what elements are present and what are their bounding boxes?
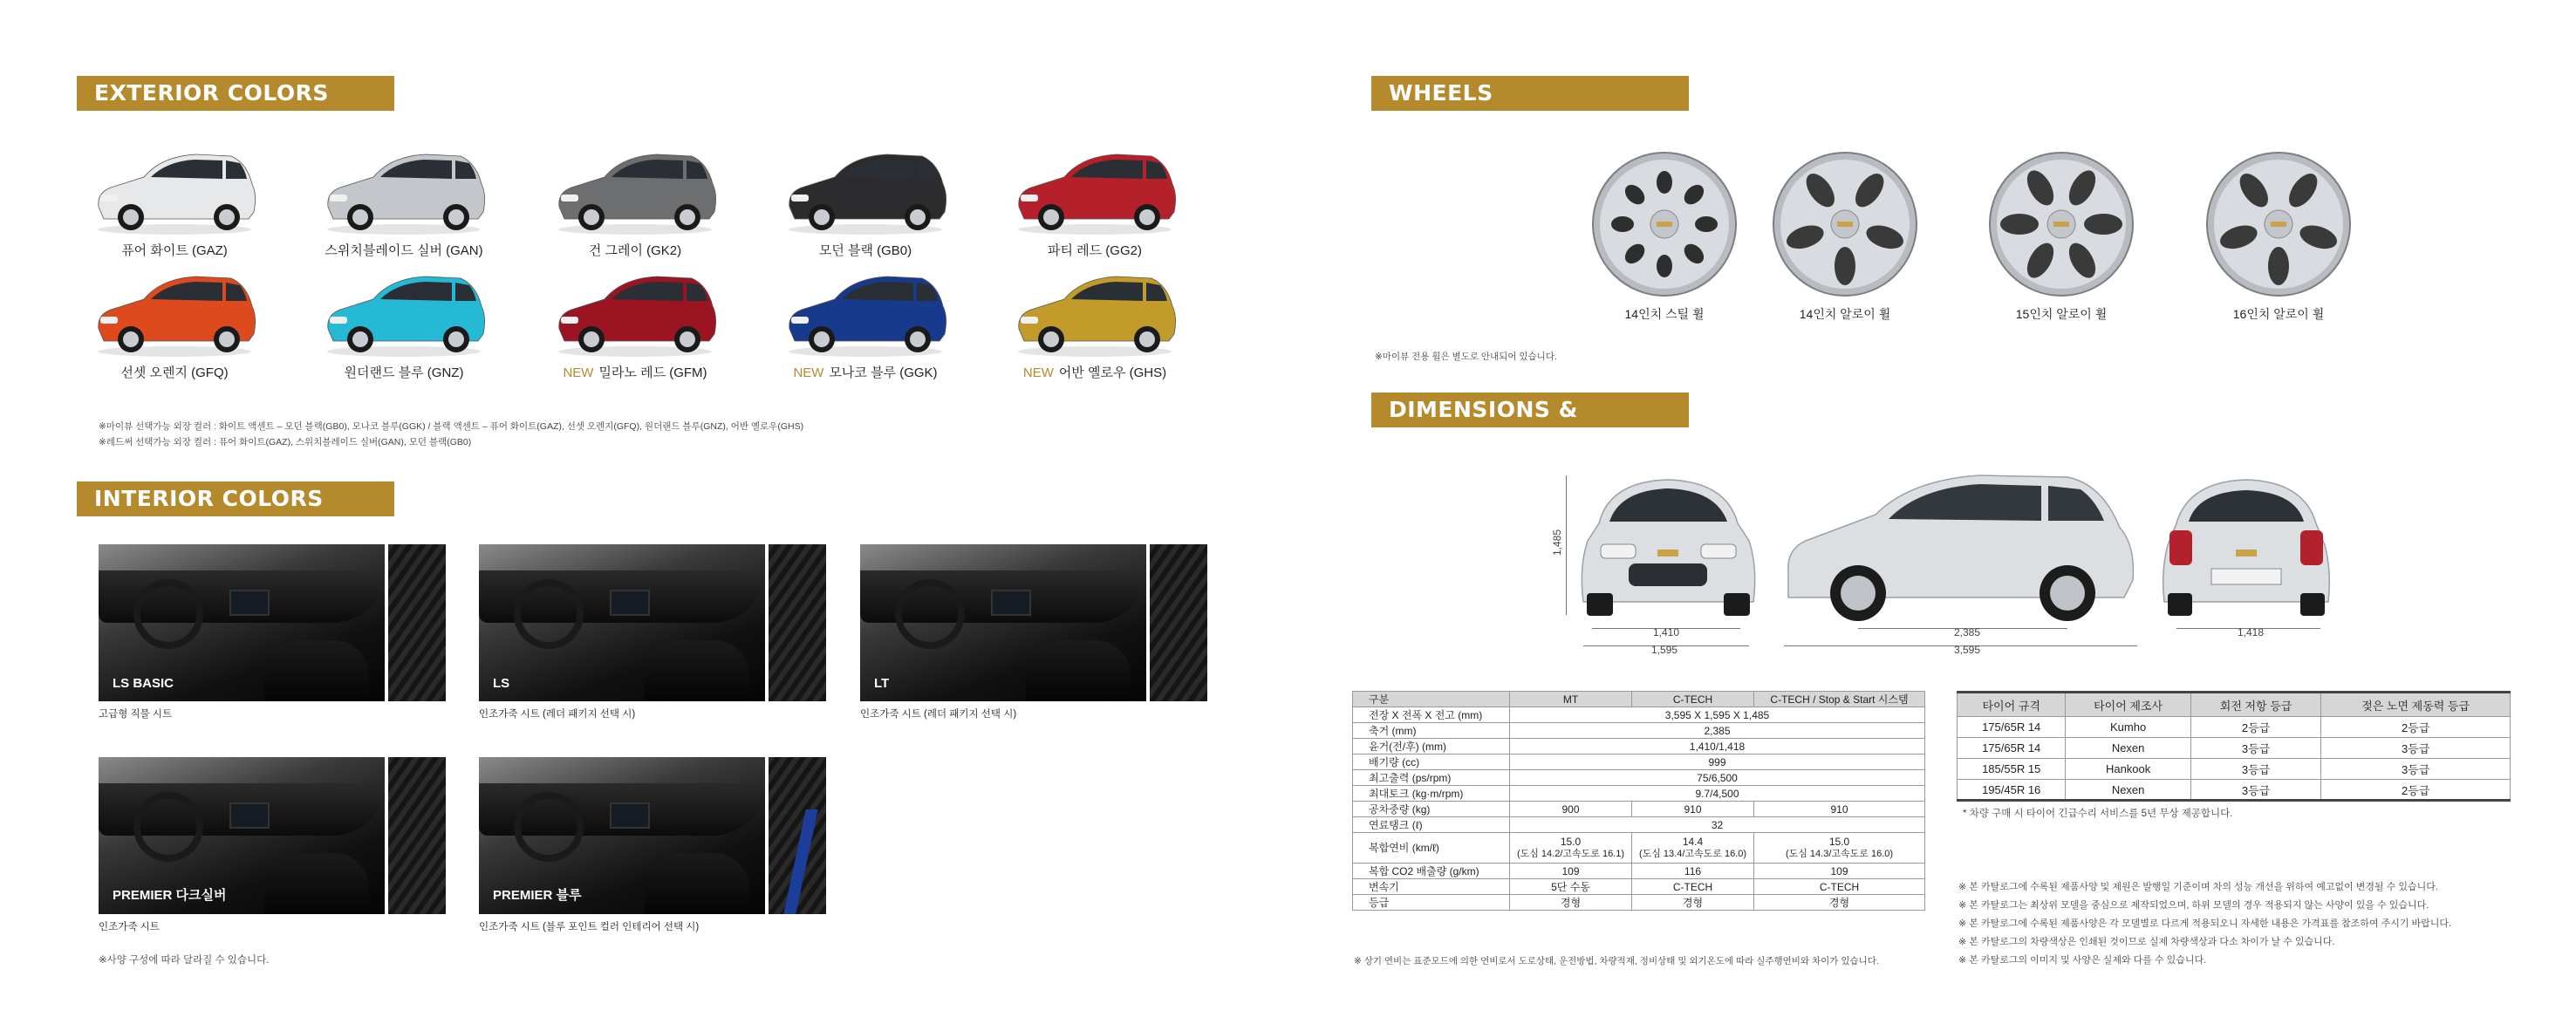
interior-note: ※사양 구성에 따라 달라질 수 있습니다. — [99, 955, 270, 966]
exterior-color-item — [769, 266, 961, 381]
spec-value: 75/6,500 — [1510, 770, 1925, 786]
car-image — [552, 144, 718, 236]
seat-fabric-swatch — [388, 757, 446, 914]
car-color-label — [308, 241, 500, 259]
spec-row-label: 연료탱크 (ℓ) — [1353, 817, 1510, 833]
tire-cell: 175/65R 14 — [1958, 738, 2066, 759]
car-image — [782, 266, 948, 358]
spec-value — [1632, 802, 1754, 817]
interior-photo — [99, 757, 385, 914]
spec-value-main: 910 — [1684, 802, 1702, 816]
spec-value-main: 경형 — [1682, 897, 1704, 909]
spec-row-label: 변속기 — [1353, 879, 1510, 895]
wheel-item — [2191, 150, 2366, 323]
wheel-label: 16인치 알로이 휠 — [2232, 307, 2325, 321]
wheel-image — [2204, 150, 2353, 298]
interior-caption: 인조가죽 시트 (블루 포인트 컬러 인테리어 선택 시) — [479, 922, 700, 932]
spec-value: 1,410/1,418 — [1510, 739, 1925, 754]
spec-value — [1754, 833, 1925, 864]
spec-value — [1754, 864, 1925, 879]
spec-value: 999 — [1510, 754, 1925, 770]
car-color-label — [539, 241, 731, 259]
spec-value-sub: (도심 14.3/고속도로 16.0) — [1785, 849, 1894, 859]
spec-value-main: C-TECH — [1819, 880, 1860, 893]
disclaimer-item: ※ 본 카탈로그의 이미지 및 사양은 실제와 다를 수 있습니다. — [1958, 955, 2207, 966]
car-color-label — [999, 363, 1191, 381]
spec-value-main: 910 — [1830, 802, 1848, 816]
exterior-colors-header: EXTERIOR COLORS — [77, 76, 394, 111]
tire-cell: 2등급 — [2190, 717, 2320, 738]
spec-value-main: 116 — [1684, 864, 1702, 877]
rear-track-dimension: 1,418 — [2238, 626, 2265, 638]
wheelbase-dimension: 2,385 — [1954, 626, 1981, 638]
wheel-image — [1771, 150, 1919, 298]
trim-label: PREMIER 블루 — [493, 888, 582, 903]
tire-cell: 175/65R 14 — [1958, 717, 2066, 738]
wheels-note: ※마이뷰 전용 휠은 별도로 안내되어 있습니다. — [1375, 352, 1557, 362]
exterior-color-item — [999, 266, 1191, 381]
exterior-color-item — [539, 144, 731, 259]
interior-caption: 인조가죽 시트 (레더 패키지 선택 시) — [860, 709, 1017, 720]
spec-value-main: 15.0 — [1560, 836, 1582, 848]
spec-value — [1510, 833, 1632, 864]
tire-cell: Kumho — [2066, 717, 2191, 738]
car-image — [321, 266, 487, 358]
car-color-label — [769, 241, 961, 259]
interior-caption: 인조가죽 시트 (레더 패키지 선택 시) — [479, 709, 636, 720]
spec-value: 32 — [1510, 817, 1925, 833]
tire-table-row — [1958, 738, 2511, 759]
spec-value — [1632, 895, 1754, 911]
tire-cell: 2등급 — [2321, 717, 2511, 738]
exterior-color-item — [769, 144, 961, 259]
rear-view-car — [2159, 471, 2333, 624]
tire-table — [1957, 691, 2511, 802]
spec-value — [1510, 864, 1632, 879]
wheel-item — [1758, 150, 1932, 323]
car-image — [552, 266, 718, 358]
spec-table-row — [1353, 754, 1925, 770]
spec-value — [1754, 879, 1925, 895]
spec-value-main: 109 — [1561, 864, 1580, 877]
tire-header-size: 타이어 규격 — [1958, 693, 2066, 717]
spec-table — [1352, 691, 1925, 911]
spec-table-row — [1353, 833, 1925, 864]
spec-table-row — [1353, 770, 1925, 786]
blue-accent-stripe — [783, 809, 818, 914]
car-color-name: 건 그레이 (GK2) — [588, 243, 682, 258]
tire-cell: Hankook — [2066, 759, 2191, 780]
spec-value — [1510, 895, 1632, 911]
car-image — [782, 144, 948, 236]
spec-table-row — [1353, 707, 1925, 723]
spec-row-label: 축거 (mm) — [1353, 723, 1510, 739]
car-color-name: 모던 블랙 (GB0) — [818, 243, 912, 258]
interior-caption: 인조가죽 시트 — [99, 922, 160, 932]
spec-row-label: 배기량 (cc) — [1353, 754, 1510, 770]
spec-header-category: 구분 — [1353, 692, 1510, 707]
car-color-label — [308, 363, 500, 381]
trim-label: LS BASIC — [113, 676, 174, 691]
car-color-label — [769, 363, 961, 381]
spec-table-row — [1353, 739, 1925, 754]
spec-table-row — [1353, 864, 1925, 879]
tire-table-row — [1958, 717, 2511, 738]
tire-cell: 3등급 — [2190, 738, 2320, 759]
disclaimer-item: ※ 본 카탈로그의 차량색상은 인쇄된 것이므로 실제 차량색상과 다소 차이가 날 수 있습니다. — [1958, 937, 2335, 947]
spec-value — [1754, 895, 1925, 911]
car-color-name: 스위치블레이드 실버 (GAN) — [325, 243, 483, 258]
spec-row-label: 공차중량 (kg) — [1353, 802, 1510, 817]
interior-photo — [99, 544, 385, 701]
car-color-label — [79, 241, 270, 259]
spec-value-main: 경형 — [1560, 897, 1582, 909]
trim-label: LT — [874, 676, 890, 691]
spec-value-main: 15.0 — [1828, 836, 1850, 848]
spec-header-mt: MT — [1510, 692, 1632, 707]
length-dimension: 3,595 — [1954, 644, 1981, 656]
disclaimer-item: ※ 본 카탈로그는 최상위 모델을 중심으로 제작되었으며, 하위 모델의 경우 적용되지 않는 사양이 있을 수 있습니다. — [1958, 900, 2429, 911]
spec-value-main: 5단 수동 — [1551, 881, 1590, 893]
new-badge: NEW — [563, 365, 594, 380]
wheel-item — [1577, 150, 1752, 323]
spec-value-sub: (도심 14.2/고속도로 16.1) — [1516, 849, 1625, 859]
car-color-name: 어반 옐로우 (GHS) — [1058, 365, 1167, 380]
spec-note: ※ 상기 연비는 표준모드에 의한 연비로서 도로상태, 운전방법, 차량적재, 정비상태 및 외기온도에 따라 실주행연비와 차이가 있습니다. — [1354, 956, 1879, 966]
tire-cell: 3등급 — [2321, 759, 2511, 780]
spec-row-label: 전장 X 전폭 X 전고 (mm) — [1353, 707, 1510, 723]
front-track-dimension: 1,410 — [1653, 626, 1680, 638]
spec-row-label: 최대토크 (kg·m/rpm) — [1353, 786, 1510, 802]
exterior-note-1: ※마이뷰 선택가능 외장 컬러 : 화이트 액센트 – 모던 블랙(GB0), 모나코 블루(GGK) / 블랙 액센트 – 퓨어 화이트(GAZ), 선셋 오렌지(GFQ), 원더랜드 블루(GNZ), 어반 옐로우(GHS) — [99, 421, 804, 432]
disclaimer-item: ※ 본 카탈로그에 수록된 제품사양은 각 모델별로 다르게 적용되오니 자세한 내용은 가격표를 참조하여 주시기 바랍니다. — [1958, 918, 2452, 929]
car-color-label — [539, 363, 731, 381]
front-width-dimension: 1,595 — [1651, 644, 1678, 656]
spec-row-label: 복합연비 (km/ℓ) — [1353, 833, 1510, 864]
tire-header-maker: 타이어 제조사 — [2066, 693, 2191, 717]
spec-table-row — [1353, 879, 1925, 895]
interior-colors-header: INTERIOR COLORS — [77, 481, 394, 516]
tire-cell: Nexen — [2066, 780, 2191, 801]
wheel-image — [1987, 150, 2135, 298]
dimensions-header: DIMENSIONS & ENGINES — [1371, 393, 1689, 427]
wheel-label: 15인치 알로이 휠 — [2015, 307, 2108, 321]
car-image — [1012, 144, 1178, 236]
interior-caption: 고급형 직물 시트 — [99, 709, 173, 720]
tire-cell: 3등급 — [2190, 759, 2320, 780]
spec-table-row — [1353, 895, 1925, 911]
interior-photo — [479, 757, 765, 914]
car-color-name: 파티 레드 (GG2) — [1048, 243, 1142, 258]
tire-cell: 195/45R 16 — [1958, 780, 2066, 801]
spec-row-label: 복합 CO2 배출량 (g/km) — [1353, 864, 1510, 879]
spec-value-sub: (도심 13.4/고속도로 16.0) — [1638, 849, 1747, 859]
spec-row-label: 윤거(전/후) (mm) — [1353, 739, 1510, 754]
spec-value-main: C-TECH — [1672, 880, 1713, 893]
seat-fabric-swatch — [769, 757, 826, 914]
spec-table-row — [1353, 786, 1925, 802]
spec-value-main: 경형 — [1828, 897, 1850, 909]
car-image — [92, 144, 257, 236]
wheel-image — [1590, 150, 1739, 298]
spec-table-header-row — [1353, 692, 1925, 707]
spec-value — [1632, 879, 1754, 895]
spec-value: 2,385 — [1510, 723, 1925, 739]
tire-note: * 차량 구매 시 타이어 긴급수리 서비스를 5년 무상 제공합니다. — [1963, 809, 2233, 819]
spec-value — [1510, 879, 1632, 895]
exterior-color-item — [999, 144, 1191, 259]
spec-table-row — [1353, 802, 1925, 817]
height-dimension: 1,485 — [1551, 529, 1564, 556]
wheels-header: WHEELS — [1371, 76, 1689, 111]
spec-value — [1632, 864, 1754, 879]
wheel-item — [1974, 150, 2149, 323]
seat-fabric-swatch — [769, 544, 826, 701]
new-badge: NEW — [1022, 365, 1054, 380]
interior-photo — [479, 544, 765, 701]
car-color-name: 모나코 블루 (GGK) — [829, 365, 938, 380]
tire-table-header-row — [1958, 693, 2511, 717]
car-color-name: 밀라노 레드 (GFM) — [598, 365, 707, 380]
tire-header-rolling: 회전 저항 등급 — [2190, 693, 2320, 717]
interior-photo — [860, 544, 1146, 701]
tire-table-row — [1958, 780, 2511, 801]
tire-cell: 3등급 — [2321, 738, 2511, 759]
exterior-color-item — [79, 266, 270, 381]
exterior-color-item — [308, 144, 500, 259]
seat-fabric-swatch — [1150, 544, 1207, 701]
car-color-name: 원더랜드 블루 (GNZ) — [344, 365, 464, 380]
tire-cell: 2등급 — [2321, 780, 2511, 801]
tire-cell: Nexen — [2066, 738, 2191, 759]
spec-value-main: 900 — [1561, 802, 1580, 816]
spec-row-label: 최고출력 (ps/rpm) — [1353, 770, 1510, 786]
tire-header-wet: 젖은 노면 제동력 등급 — [2321, 693, 2511, 717]
spec-value — [1754, 802, 1925, 817]
side-view-car — [1780, 467, 2142, 624]
car-color-name: 퓨어 화이트 (GAZ) — [121, 243, 228, 258]
exterior-color-item — [308, 266, 500, 381]
new-badge: NEW — [793, 365, 824, 380]
spec-header-ctech: C-TECH — [1632, 692, 1754, 707]
car-image — [1012, 266, 1178, 358]
car-image — [321, 144, 487, 236]
spec-value — [1632, 833, 1754, 864]
seat-fabric-swatch — [388, 544, 446, 701]
car-image — [92, 266, 257, 358]
tire-table-row — [1958, 759, 2511, 780]
height-dimension-line — [1566, 475, 1567, 615]
spec-table-row — [1353, 723, 1925, 739]
car-color-label — [79, 363, 270, 381]
trim-label: PREMIER 다크실버 — [113, 888, 227, 903]
spec-value-main: 14.4 — [1682, 836, 1704, 848]
spec-value: 3,595 X 1,595 X 1,485 — [1510, 707, 1925, 723]
exterior-note-2: ※레드써 선택가능 외장 컬러 : 퓨어 화이트(GAZ), 스위치블레이드 실버(GAN), 모던 블랙(GB0) — [99, 437, 472, 447]
car-color-label — [999, 241, 1191, 259]
spec-value-main: 109 — [1830, 864, 1848, 877]
tire-cell: 3등급 — [2190, 780, 2320, 801]
spec-row-label: 등급 — [1353, 895, 1510, 911]
tire-cell: 185/55R 15 — [1958, 759, 2066, 780]
front-view-car — [1575, 471, 1762, 624]
wheel-label: 14인치 스틸 휠 — [1624, 307, 1705, 321]
exterior-color-item — [79, 144, 270, 259]
spec-value — [1510, 802, 1632, 817]
wheel-label: 14인치 알로이 휠 — [1799, 307, 1891, 321]
exterior-color-item — [539, 266, 731, 381]
car-color-name: 선셋 오렌지 (GFQ) — [120, 365, 229, 380]
spec-table-row — [1353, 817, 1925, 833]
trim-label: LS — [493, 676, 510, 691]
spec-value: 9.7/4,500 — [1510, 786, 1925, 802]
spec-header-ctech-ss: C-TECH / Stop & Start 시스템 — [1754, 692, 1925, 707]
disclaimer-item: ※ 본 카탈로그에 수록된 제품사양 및 제원은 발행일 기준이며 차의 성능 개선을 위하여 예고없이 변경될 수 있습니다. — [1958, 882, 2438, 892]
